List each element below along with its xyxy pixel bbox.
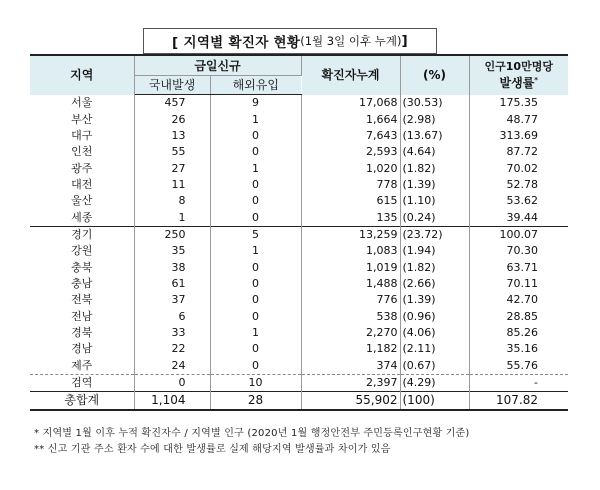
cell-percent: (4.64): [400, 144, 469, 160]
cell-region: 서울: [30, 95, 134, 112]
cell-region: 광주: [30, 160, 134, 176]
cell-rate: 63.71: [506, 260, 538, 274]
table-row: [30, 358, 568, 375]
header-cumulative: 확진자누계: [301, 55, 400, 95]
cell-percent: (4.29): [400, 374, 469, 391]
cell-cumulative: 615: [301, 193, 400, 209]
cell-percent: (1.82): [400, 259, 469, 275]
cell-domestic: 35: [134, 243, 210, 259]
cell-domestic: 33: [134, 325, 210, 341]
cell-cumulative: 538: [301, 308, 400, 324]
cell-imported: 5: [210, 226, 301, 243]
cell-rate: 28.85: [506, 309, 538, 323]
cell-rate: 87.72: [506, 145, 538, 159]
cell-cumulative: 776: [301, 292, 400, 308]
table-row: [30, 95, 568, 112]
cell-region: 대구: [30, 128, 134, 144]
cell-percent: (0.96): [400, 308, 469, 324]
cell-region: 충남: [30, 276, 134, 292]
cell-region: 부산: [30, 111, 134, 127]
cell-imported: 0: [210, 177, 301, 193]
table-row: [30, 276, 568, 292]
cell-percent: (1.39): [400, 292, 469, 308]
cell-percent: (13.67): [400, 128, 469, 144]
table-row: [30, 111, 568, 127]
table-row: [30, 308, 568, 324]
cell-domestic: 250: [134, 226, 210, 243]
cell-percent: (2.11): [400, 341, 469, 357]
total-region: 총합계: [30, 392, 134, 410]
cell-rate: -: [469, 374, 568, 391]
cell-percent: (1.39): [400, 177, 469, 193]
cell-domestic: 24: [134, 358, 210, 375]
cell-imported: 0: [210, 308, 301, 324]
cell-region: 대전: [30, 177, 134, 193]
cell-rate: 35.16: [506, 342, 538, 356]
cell-rate: 85.26: [506, 325, 538, 339]
cell-imported: 0: [210, 341, 301, 357]
cell-imported: 0: [210, 209, 301, 226]
table-row: [30, 341, 568, 357]
cell-cumulative: 135: [301, 209, 400, 226]
cell-region: 전북: [30, 292, 134, 308]
cell-imported: 1: [210, 243, 301, 259]
cell-rate: 175.35: [499, 95, 538, 109]
cell-domestic: 22: [134, 341, 210, 357]
cell-percent: (2.98): [400, 111, 469, 127]
table-row: [30, 226, 568, 243]
cell-region: 경남: [30, 341, 134, 357]
header-per100k-line1: 인구10만명당: [484, 60, 553, 74]
table-row: [30, 243, 568, 259]
cell-imported: 1: [210, 111, 301, 127]
cell-cumulative: 1,083: [301, 243, 400, 259]
cell-domestic: 27: [134, 160, 210, 176]
cell-cumulative: 13,259: [301, 226, 400, 243]
cell-region: 제주: [30, 358, 134, 375]
cell-domestic: 0: [134, 374, 210, 391]
cell-cumulative: 1,020: [301, 160, 400, 176]
cell-domestic: 11: [134, 177, 210, 193]
total-row: [30, 392, 568, 410]
cell-imported: 9: [210, 95, 301, 112]
cell-imported: 0: [210, 193, 301, 209]
title-sub: (1월 3일 이후 누계): [300, 34, 402, 48]
table-row: [30, 128, 568, 144]
cell-rate: 313.69: [499, 128, 538, 142]
cell-cumulative: 2,270: [301, 325, 400, 341]
cell-percent: (0.67): [400, 358, 469, 375]
cell-cumulative: 778: [301, 177, 400, 193]
table-row: [30, 144, 568, 160]
cell-rate: 70.02: [506, 161, 538, 175]
cell-rate: 42.70: [506, 293, 538, 307]
table-body: [30, 95, 568, 410]
cell-imported: 0: [210, 358, 301, 375]
total-percent: (100): [400, 392, 469, 410]
cell-domestic: 55: [134, 144, 210, 160]
cell-region: 검역: [30, 374, 134, 391]
cell-rate: 48.77: [506, 112, 538, 126]
cell-domestic: 1: [134, 209, 210, 226]
table-row: [30, 177, 568, 193]
cell-imported: 0: [210, 292, 301, 308]
cell-rate: 70.30: [506, 244, 538, 258]
header-per100k: [469, 55, 568, 95]
cell-imported: 1: [210, 160, 301, 176]
cell-cumulative: 1,182: [301, 341, 400, 357]
cell-cumulative: 17,068: [301, 95, 400, 112]
cell-rate: 55.76: [506, 358, 538, 372]
header-region: 지역: [30, 55, 134, 95]
table-row: [30, 209, 568, 226]
cell-region: 울산: [30, 193, 134, 209]
header-today-new: 금일신규: [134, 55, 301, 76]
total-rate: 107.82: [469, 392, 568, 410]
table-row: [30, 193, 568, 209]
cell-percent: (1.10): [400, 193, 469, 209]
cell-percent: (30.53): [400, 95, 469, 112]
cell-cumulative: 1,488: [301, 276, 400, 292]
cell-domestic: 457: [134, 95, 210, 112]
table-row: [30, 325, 568, 341]
cell-cumulative: 374: [301, 358, 400, 375]
table-title: [143, 28, 437, 54]
cell-cumulative: 2,397: [301, 374, 400, 391]
cell-region: 강원: [30, 243, 134, 259]
cell-percent: (2.66): [400, 276, 469, 292]
header-per100k-line2-wrap: [470, 73, 569, 90]
footnote-1: * 지역별 1월 이후 누적 확진자수 / 지역별 인구 (2020년 1월 행정안전부 주민등록인구현황 기준): [34, 428, 470, 439]
title-main: [ 지역별 확진자 현황: [172, 35, 301, 51]
cell-rate: 39.44: [506, 210, 538, 224]
cell-domestic: 61: [134, 276, 210, 292]
header-per100k-star: *: [534, 76, 538, 85]
cell-percent: (4.06): [400, 325, 469, 341]
cell-percent: (0.24): [400, 209, 469, 226]
header-domestic: 국내발생: [134, 76, 210, 95]
cell-rate: 100.07: [469, 226, 568, 243]
cell-rate: 52.78: [506, 177, 538, 191]
cell-region: 충북: [30, 259, 134, 275]
cell-imported: 10: [210, 374, 301, 391]
cell-cumulative: 1,664: [301, 111, 400, 127]
title-close: ]: [401, 33, 408, 49]
cell-region: 전남: [30, 308, 134, 324]
cell-domestic: 6: [134, 308, 210, 324]
region-cases-table: [30, 54, 568, 411]
cell-imported: 0: [210, 128, 301, 144]
header-per100k-line2: 발생률: [499, 76, 535, 91]
total-imported: 28: [210, 392, 301, 410]
cell-cumulative: 7,643: [301, 128, 400, 144]
cell-domestic: 26: [134, 111, 210, 127]
cell-domestic: 37: [134, 292, 210, 308]
total-domestic: 1,104: [134, 392, 210, 410]
cell-imported: 0: [210, 144, 301, 160]
cell-percent: (23.72): [400, 226, 469, 243]
cell-region: 경기: [30, 226, 134, 243]
cell-region: 세종: [30, 209, 134, 226]
cell-imported: 1: [210, 325, 301, 341]
cell-rate: 70.11: [506, 276, 538, 290]
cell-domestic: 13: [134, 128, 210, 144]
cell-region: 경북: [30, 325, 134, 341]
cell-percent: (1.82): [400, 160, 469, 176]
footnote-2: ** 신고 기관 주소 환자 수에 대한 발생률로 실제 해당지역 발생률과 차이가 있음: [34, 444, 391, 455]
cell-rate: 53.62: [506, 194, 538, 208]
table-row: [30, 160, 568, 176]
total-cumulative: 55,902: [301, 392, 400, 410]
cell-cumulative: 1,019: [301, 259, 400, 275]
table-row: [30, 374, 568, 391]
cell-cumulative: 2,593: [301, 144, 400, 160]
cell-domestic: 38: [134, 259, 210, 275]
cell-imported: 0: [210, 259, 301, 275]
header-imported: 해외유입: [210, 76, 301, 95]
cell-region: 인천: [30, 144, 134, 160]
table-row: [30, 292, 568, 308]
header-percent: (%): [400, 55, 469, 95]
cell-percent: (1.94): [400, 243, 469, 259]
table-row: [30, 259, 568, 275]
cell-imported: 0: [210, 276, 301, 292]
cell-domestic: 8: [134, 193, 210, 209]
